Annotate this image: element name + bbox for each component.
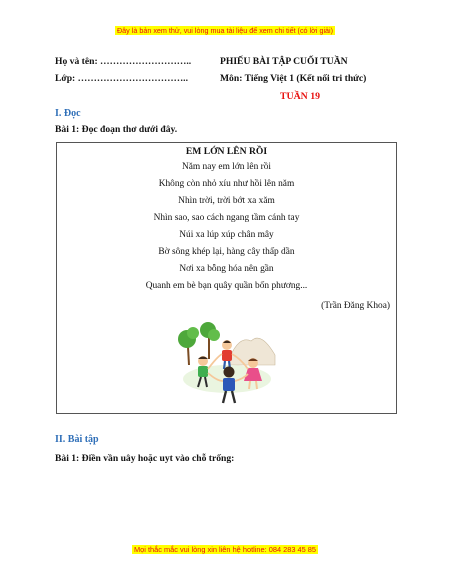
name-field-label: Họ và tên: ……………………….. [55,56,192,67]
poem-line: Bờ sông khép lại, hàng cây thấp dần [158,247,295,257]
poem-author: (Trần Đăng Khoa) [321,301,390,311]
poem-line: Không còn nhỏ xíu như hồi lên năm [158,179,295,189]
poem-line: Nhìn trời, trời bớt xa xăm [178,196,275,206]
poem-box [56,142,397,414]
top-banner-text: Đây là bản xem thử, vui lòng mua tài liệu để xem chi tiết (có lời giải) [116,26,334,35]
poem-title: EM LỚN LÊN RỒI [185,146,268,157]
poem-line: Nơi xa bỗng hóa nên gần [179,264,274,274]
poem-line: Núi xa lúp xúp chân mây [179,230,274,240]
section-heading-exercises: II. Bài tập [55,434,99,445]
top-banner [0,26,450,35]
class-field-label: Lớp: …………………………….. [55,73,188,84]
task-1-read: Bài 1: Đọc đoạn thơ dưới đây. [55,124,178,135]
poem-line: Quanh em bè bạn quây quần bốn phương... [145,281,308,291]
sheet-title: PHIẾU BÀI TẬP CUỐI TUẦN [220,56,348,67]
poem-line: Nhìn sao, sao cách ngang tầm cánh tay [153,213,300,223]
week-label: TUẦN 19 [280,91,321,102]
poem-line: Năm nay em lớn lên rồi [181,162,272,172]
hotline-text: Mọi thắc mắc vui lòng xin liên hệ hotline: 084 283 45 85 [133,545,316,554]
bottom-banner [0,545,450,554]
task-1-fill-blank: Bài 1: Điền vần uây hoặc uyt vào chỗ trống: [55,453,235,464]
section-heading-doc: I. Đọc [55,108,81,119]
children-playing-illustration [177,317,277,407]
subject-label: Môn: Tiếng Việt 1 (Kết nối tri thức) [220,73,367,84]
